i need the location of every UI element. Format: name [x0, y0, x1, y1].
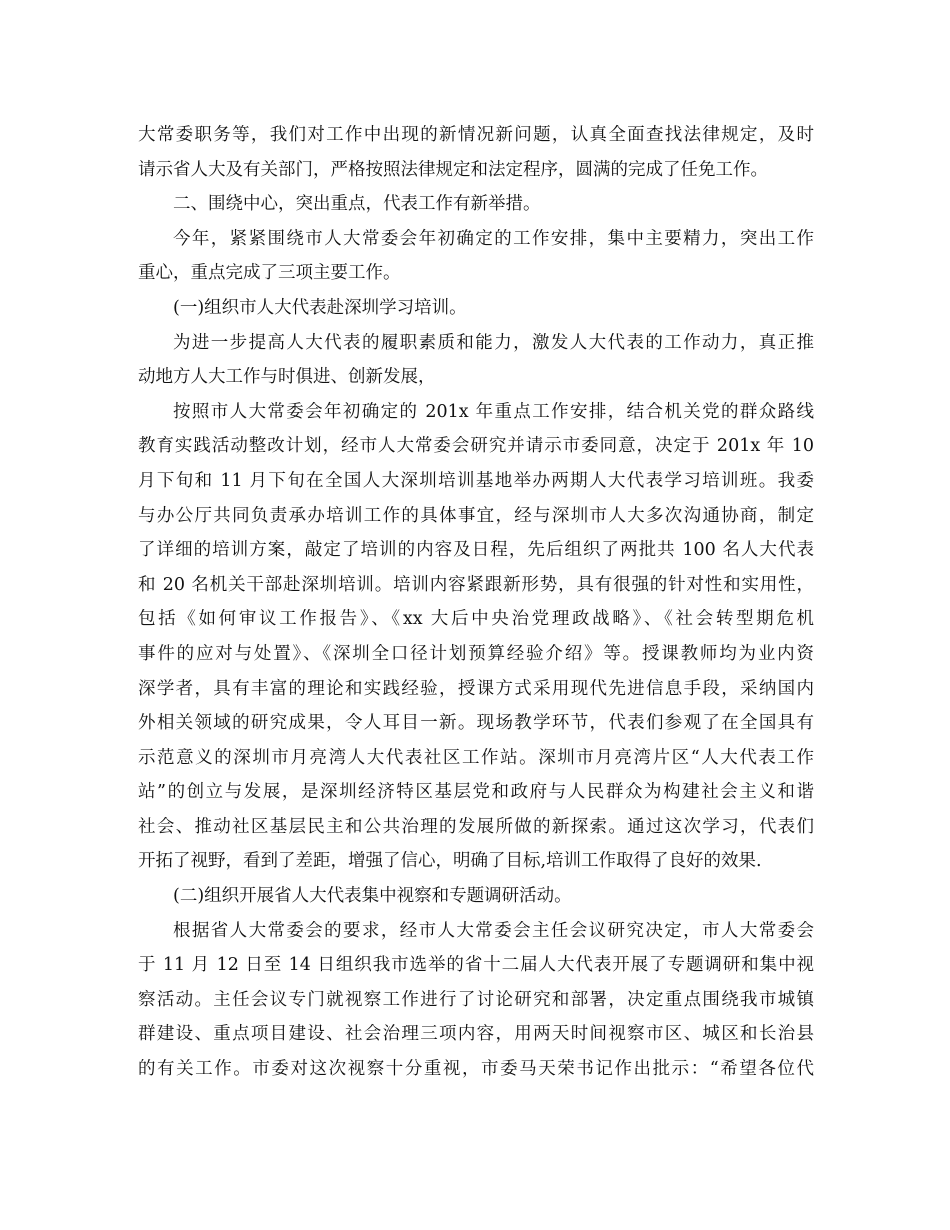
text-line: 群建设、重点项目建设、社会治理三项内容，用两天时间视察市区、城区和长治县: [138, 1024, 814, 1045]
text-line: 教育实践活动整改计划，经市人大常委会研究并请示市委同意，决定于 201x 年 10: [138, 436, 814, 457]
text-line: 重心，重点完成了三项主要工作。: [138, 263, 401, 284]
text-line: 社会、推动社区基层民主和公共治理的发展所做的新探索。通过这次学习，代表们: [138, 816, 814, 837]
text-line: (二)组织开展省人大代表集中视察和专题调研活动。: [173, 886, 572, 907]
text-line: 二、围绕中心，突出重点，代表工作有新举措。: [173, 194, 541, 215]
text-line: 今年，紧紧围绕市人大常委会年初确定的工作安排，集中主要精力，突出工作: [173, 228, 814, 249]
text-line: 请示省人大及有关部门，严格按照法律规定和法定程序，圆满的完成了任免工作。: [138, 159, 768, 180]
text-line: 与办公厅共同负责承办培训工作的具体事宜，经与深圳市人大多次沟通协商，制定: [138, 505, 814, 526]
text-line: 根据省人大常委会的要求，经市人大常委会主任会议研究决定，市人大常委会: [173, 920, 814, 941]
document-body: [138, 118, 814, 1087]
text-line: 示范意义的深圳市月亮湾人大代表社区工作站。深圳市月亮湾片区“人大代表工作: [138, 747, 814, 768]
text-line: 了详细的培训方案，敲定了培训的内容及日程，先后组织了两批共 100 名人大代表: [138, 540, 814, 561]
text-line: 的有关工作。市委对这次视察十分重视，市委马天荣书记作出批示：“希望各位代: [138, 1059, 814, 1080]
text-line: 动地方人大工作与时俱进、创新发展，: [138, 367, 436, 388]
text-line: 按照市人大常委会年初确定的 201x 年重点工作安排，结合机关党的群众路线: [173, 401, 814, 422]
text-line: 站”的创立与发展，是深圳经济特区基层党和政府与人民群众为构建社会主义和谐: [138, 782, 814, 803]
text-line: (一)组织市人大代表赴深圳学习培训。: [173, 297, 467, 318]
text-line: 于 11 月 12 日至 14 日组织我市选举的省十二届人大代表开展了专题调研和集中视: [138, 955, 814, 976]
text-line: 事件的应对与处置》、《深圳全口径计划预算经验介绍》等。授课教师均为业内资: [138, 643, 814, 664]
text-line: 月下旬和 11 月下旬在全国人大深圳培训基地举办两期人大代表学习培训班。我委: [138, 470, 814, 491]
text-line: 包括《如何审议工作报告》、《xx 大后中央治党理政战略》、《社会转型期危机: [138, 609, 814, 630]
text-line: 和 20 名机关干部赴深圳培训。培训内容紧跟新形势，具有很强的针对性和实用性，: [138, 574, 814, 595]
text-line: 开拓了视野，看到了差距，增强了信心，明确了目标,培训工作取得了良好的效果.: [138, 851, 762, 872]
text-line: 察活动。主任会议专门就视察工作进行了讨论研究和部署，决定重点围绕我市城镇: [138, 989, 814, 1010]
text-line: 外相关领域的研究成果，令人耳目一新。现场教学环节，代表们参观了在全国具有: [138, 713, 814, 734]
text-line: 为进一步提高人大代表的履职素质和能力，激发人大代表的工作动力，真正推: [173, 332, 814, 353]
text-line: 大常委职务等，我们对工作中出现的新情况新问题，认真全面查找法律规定，及时: [138, 125, 814, 145]
text-line: 深学者，具有丰富的理论和实践经验，授课方式采用现代先进信息手段，采纳国内: [138, 678, 814, 699]
